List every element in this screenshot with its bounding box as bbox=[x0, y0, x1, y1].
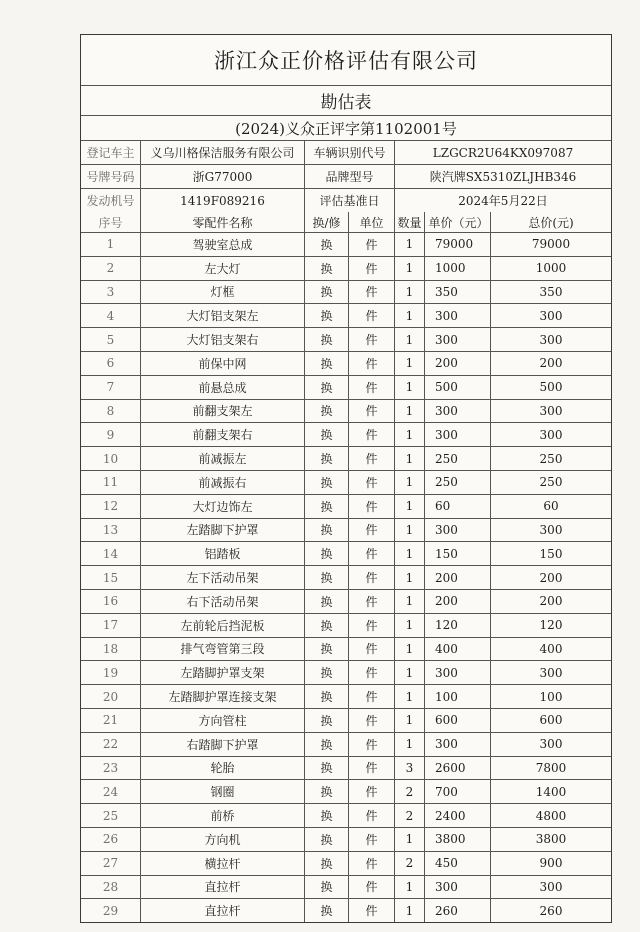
cell-no: 5 bbox=[81, 328, 141, 351]
table-row bbox=[81, 733, 611, 757]
cell-name: 前翻支架左 bbox=[141, 400, 305, 423]
cell-unit: 件 bbox=[349, 495, 395, 518]
cell-unit: 件 bbox=[349, 257, 395, 280]
cell-qty: 1 bbox=[395, 876, 425, 899]
cell-no: 27 bbox=[81, 852, 141, 875]
table-row bbox=[81, 328, 611, 352]
cell-total: 1000 bbox=[535, 261, 567, 276]
cell-op: 换 bbox=[305, 542, 349, 565]
cell-price: 120 bbox=[425, 614, 491, 637]
cell-unit: 件 bbox=[349, 400, 395, 423]
cell-op: 换 bbox=[305, 328, 349, 351]
info-label: 评估基准日 bbox=[305, 189, 395, 212]
cell-price: 260 bbox=[425, 899, 491, 922]
cell-qty: 2 bbox=[395, 780, 425, 803]
cell-op: 换 bbox=[305, 233, 349, 256]
table-row bbox=[81, 757, 611, 781]
cell-no: 17 bbox=[81, 614, 141, 637]
cell-qty: 1 bbox=[395, 376, 425, 399]
cell-qty: 1 bbox=[395, 304, 425, 327]
table-row bbox=[81, 709, 611, 733]
cell-name: 大灯铝支架左 bbox=[141, 304, 305, 327]
cell-qty: 1 bbox=[395, 638, 425, 661]
cell-qty: 1 bbox=[395, 495, 425, 518]
cell-total: 300 bbox=[539, 737, 563, 752]
cell-name: 驾驶室总成 bbox=[141, 233, 305, 256]
cell-qty: 1 bbox=[395, 281, 425, 304]
cell-no: 11 bbox=[81, 471, 141, 494]
cell-no: 1 bbox=[81, 233, 141, 256]
cell-no: 15 bbox=[81, 566, 141, 589]
cell-total: 7800 bbox=[535, 760, 567, 775]
cell-total: 200 bbox=[539, 570, 563, 585]
table-row bbox=[81, 638, 611, 662]
cell-no: 13 bbox=[81, 519, 141, 542]
cell-name: 左前轮后挡泥板 bbox=[141, 614, 305, 637]
cell-price: 700 bbox=[425, 780, 491, 803]
cell-price: 60 bbox=[425, 495, 491, 518]
cell-name: 左下活动吊架 bbox=[141, 566, 305, 589]
table-row bbox=[81, 876, 611, 900]
cell-no: 20 bbox=[81, 685, 141, 708]
cell-no: 26 bbox=[81, 828, 141, 851]
cell-unit: 件 bbox=[349, 757, 395, 780]
cell-total: 120 bbox=[539, 618, 563, 633]
cell-price: 2400 bbox=[425, 804, 491, 827]
table-row bbox=[81, 471, 611, 495]
cell-price: 250 bbox=[425, 471, 491, 494]
cell-no: 29 bbox=[81, 899, 141, 922]
cell-unit: 件 bbox=[349, 519, 395, 542]
cell-op: 换 bbox=[305, 471, 349, 494]
cell-name: 钢圈 bbox=[141, 780, 305, 803]
cell-unit: 件 bbox=[349, 661, 395, 684]
info-value: 陕汽牌SX5310ZLJHB346 bbox=[429, 170, 577, 184]
info-label: 登记车主 bbox=[81, 141, 141, 164]
cell-unit: 件 bbox=[349, 566, 395, 589]
cell-qty: 1 bbox=[395, 566, 425, 589]
cell-qty: 1 bbox=[395, 400, 425, 423]
cell-unit: 件 bbox=[349, 423, 395, 446]
cell-no: 2 bbox=[81, 257, 141, 280]
table-row bbox=[81, 542, 611, 566]
cell-op: 换 bbox=[305, 828, 349, 851]
cell-price: 79000 bbox=[425, 233, 491, 256]
table-row bbox=[81, 804, 611, 828]
cell-qty: 1 bbox=[395, 828, 425, 851]
table-row bbox=[81, 852, 611, 876]
cell-no: 12 bbox=[81, 495, 141, 518]
company-name: 浙江众正价格评估有限公司 bbox=[81, 35, 611, 86]
cell-unit: 件 bbox=[349, 685, 395, 708]
cell-total: 350 bbox=[539, 284, 563, 299]
cell-total: 100 bbox=[539, 689, 563, 704]
table-row bbox=[81, 685, 611, 709]
cell-no: 19 bbox=[81, 661, 141, 684]
cell-no: 25 bbox=[81, 804, 141, 827]
cell-no: 21 bbox=[81, 709, 141, 732]
cell-total: 200 bbox=[539, 594, 563, 609]
cell-price: 300 bbox=[425, 519, 491, 542]
cell-price: 200 bbox=[425, 352, 491, 375]
info-value: 义乌川格保洁服务有限公司 bbox=[141, 141, 305, 164]
cell-total: 300 bbox=[539, 308, 563, 323]
cell-unit: 件 bbox=[349, 352, 395, 375]
info-row bbox=[81, 165, 611, 189]
cell-price: 300 bbox=[425, 423, 491, 446]
cell-op: 换 bbox=[305, 899, 349, 922]
cell-total: 200 bbox=[539, 356, 563, 371]
cell-total: 3800 bbox=[535, 832, 567, 847]
cell-qty: 1 bbox=[395, 542, 425, 565]
table-row bbox=[81, 281, 611, 305]
cell-op: 换 bbox=[305, 304, 349, 327]
info-label: 号牌号码 bbox=[81, 165, 141, 188]
cell-unit: 件 bbox=[349, 804, 395, 827]
cell-total: 300 bbox=[539, 522, 563, 537]
table-row bbox=[81, 423, 611, 447]
cell-name: 方向管柱 bbox=[141, 709, 305, 732]
cell-qty: 1 bbox=[395, 590, 425, 613]
table-row bbox=[81, 447, 611, 471]
cell-qty: 1 bbox=[395, 519, 425, 542]
cell-unit: 件 bbox=[349, 852, 395, 875]
cell-no: 8 bbox=[81, 400, 141, 423]
cell-unit: 件 bbox=[349, 233, 395, 256]
cell-unit: 件 bbox=[349, 447, 395, 470]
info-label: 车辆识别代号 bbox=[305, 141, 395, 164]
cell-name: 右踏脚下护罩 bbox=[141, 733, 305, 756]
cell-op: 换 bbox=[305, 852, 349, 875]
cell-total: 400 bbox=[539, 641, 563, 656]
table-row bbox=[81, 304, 611, 328]
cell-name: 轮胎 bbox=[141, 757, 305, 780]
cell-price: 300 bbox=[425, 733, 491, 756]
cell-price: 300 bbox=[425, 328, 491, 351]
cell-price: 1000 bbox=[425, 257, 491, 280]
table-header bbox=[81, 212, 611, 233]
cell-price: 300 bbox=[425, 304, 491, 327]
table-row bbox=[81, 614, 611, 638]
col-no: 序号 bbox=[81, 212, 141, 232]
cell-price: 3800 bbox=[425, 828, 491, 851]
cell-op: 换 bbox=[305, 447, 349, 470]
cell-total: 300 bbox=[539, 427, 563, 442]
cell-name: 直拉杆 bbox=[141, 899, 305, 922]
cell-op: 换 bbox=[305, 281, 349, 304]
cell-total: 600 bbox=[539, 713, 563, 728]
cell-qty: 1 bbox=[395, 614, 425, 637]
cell-no: 3 bbox=[81, 281, 141, 304]
table-row bbox=[81, 519, 611, 543]
cell-op: 换 bbox=[305, 757, 349, 780]
cell-price: 200 bbox=[425, 590, 491, 613]
cell-no: 14 bbox=[81, 542, 141, 565]
col-op: 换/修 bbox=[305, 212, 349, 232]
cell-qty: 1 bbox=[395, 471, 425, 494]
cell-name: 前悬总成 bbox=[141, 376, 305, 399]
cell-unit: 件 bbox=[349, 638, 395, 661]
info-value: 浙G77000 bbox=[141, 165, 305, 188]
cell-unit: 件 bbox=[349, 709, 395, 732]
cell-unit: 件 bbox=[349, 471, 395, 494]
cell-op: 换 bbox=[305, 876, 349, 899]
cell-total: 60 bbox=[543, 499, 559, 514]
cell-op: 换 bbox=[305, 352, 349, 375]
cell-name: 方向机 bbox=[141, 828, 305, 851]
cell-unit: 件 bbox=[349, 328, 395, 351]
cell-price: 500 bbox=[425, 376, 491, 399]
cell-price: 2600 bbox=[425, 757, 491, 780]
cell-name: 右下活动吊架 bbox=[141, 590, 305, 613]
assessment-sheet bbox=[80, 34, 612, 923]
cell-total: 79000 bbox=[531, 237, 571, 252]
cell-name: 排气弯管第三段 bbox=[141, 638, 305, 661]
cell-name: 大灯铝支架右 bbox=[141, 328, 305, 351]
cell-price: 150 bbox=[425, 542, 491, 565]
cell-price: 200 bbox=[425, 566, 491, 589]
table-row bbox=[81, 495, 611, 519]
cell-qty: 1 bbox=[395, 733, 425, 756]
cell-name: 铝踏板 bbox=[141, 542, 305, 565]
cell-op: 换 bbox=[305, 614, 349, 637]
cell-unit: 件 bbox=[349, 542, 395, 565]
cell-unit: 件 bbox=[349, 304, 395, 327]
table-row bbox=[81, 257, 611, 281]
table-row bbox=[81, 352, 611, 376]
cell-op: 换 bbox=[305, 780, 349, 803]
cell-qty: 1 bbox=[395, 233, 425, 256]
cell-price: 450 bbox=[425, 852, 491, 875]
cell-op: 换 bbox=[305, 804, 349, 827]
cell-total: 150 bbox=[539, 546, 563, 561]
cell-qty: 1 bbox=[395, 352, 425, 375]
cell-op: 换 bbox=[305, 566, 349, 589]
cell-unit: 件 bbox=[349, 828, 395, 851]
info-row bbox=[81, 141, 611, 165]
cell-name: 灯框 bbox=[141, 281, 305, 304]
col-qty: 数量 bbox=[395, 212, 425, 232]
cell-name: 前减振左 bbox=[141, 447, 305, 470]
col-unit: 单位 bbox=[349, 212, 395, 232]
col-name: 零配件名称 bbox=[141, 212, 305, 232]
cell-name: 横拉杆 bbox=[141, 852, 305, 875]
cell-qty: 1 bbox=[395, 899, 425, 922]
cell-op: 换 bbox=[305, 685, 349, 708]
cell-name: 大灯边饰左 bbox=[141, 495, 305, 518]
cell-no: 10 bbox=[81, 447, 141, 470]
table-row bbox=[81, 661, 611, 685]
info-label: 发动机号 bbox=[81, 189, 141, 212]
cell-no: 22 bbox=[81, 733, 141, 756]
cell-total: 250 bbox=[539, 475, 563, 490]
cell-unit: 件 bbox=[349, 614, 395, 637]
cell-total: 260 bbox=[539, 903, 563, 918]
cell-no: 24 bbox=[81, 780, 141, 803]
cell-unit: 件 bbox=[349, 780, 395, 803]
cell-unit: 件 bbox=[349, 376, 395, 399]
cell-no: 23 bbox=[81, 757, 141, 780]
cell-name: 直拉杆 bbox=[141, 876, 305, 899]
cell-qty: 1 bbox=[395, 423, 425, 446]
cell-qty: 1 bbox=[395, 328, 425, 351]
cell-unit: 件 bbox=[349, 281, 395, 304]
cell-op: 换 bbox=[305, 376, 349, 399]
cell-name: 左大灯 bbox=[141, 257, 305, 280]
cell-op: 换 bbox=[305, 638, 349, 661]
cell-name: 前翻支架右 bbox=[141, 423, 305, 446]
cell-price: 100 bbox=[425, 685, 491, 708]
cell-qty: 3 bbox=[395, 757, 425, 780]
cell-unit: 件 bbox=[349, 733, 395, 756]
table-row bbox=[81, 233, 611, 257]
cell-no: 16 bbox=[81, 590, 141, 613]
table-row bbox=[81, 828, 611, 852]
table-row bbox=[81, 566, 611, 590]
info-value: 1419F089216 bbox=[141, 189, 305, 212]
cell-price: 400 bbox=[425, 638, 491, 661]
info-value: 2024年5月22日 bbox=[458, 194, 548, 208]
cell-total: 500 bbox=[539, 380, 563, 395]
vehicle-info bbox=[81, 141, 611, 212]
cell-qty: 1 bbox=[395, 447, 425, 470]
cell-no: 6 bbox=[81, 352, 141, 375]
table-row bbox=[81, 899, 611, 922]
cell-op: 换 bbox=[305, 400, 349, 423]
table-row bbox=[81, 376, 611, 400]
table-row bbox=[81, 780, 611, 804]
cell-name: 左踏脚护罩连接支架 bbox=[141, 685, 305, 708]
cell-qty: 1 bbox=[395, 661, 425, 684]
cell-no: 28 bbox=[81, 876, 141, 899]
cell-total: 300 bbox=[539, 665, 563, 680]
cell-price: 300 bbox=[425, 876, 491, 899]
cell-op: 换 bbox=[305, 495, 349, 518]
cell-no: 18 bbox=[81, 638, 141, 661]
cell-unit: 件 bbox=[349, 899, 395, 922]
cell-total: 1400 bbox=[535, 784, 567, 799]
cell-name: 左踏脚下护罩 bbox=[141, 519, 305, 542]
cell-op: 换 bbox=[305, 423, 349, 446]
cell-op: 换 bbox=[305, 257, 349, 280]
document-title: 勘估表 bbox=[81, 86, 611, 116]
cell-unit: 件 bbox=[349, 876, 395, 899]
info-value: LZGCR2U64KX097087 bbox=[432, 145, 574, 160]
cell-total: 300 bbox=[539, 332, 563, 347]
cell-price: 600 bbox=[425, 709, 491, 732]
cell-price: 300 bbox=[425, 661, 491, 684]
info-row bbox=[81, 189, 611, 212]
cell-name: 前保中网 bbox=[141, 352, 305, 375]
cell-op: 换 bbox=[305, 590, 349, 613]
cell-qty: 2 bbox=[395, 804, 425, 827]
cell-no: 4 bbox=[81, 304, 141, 327]
cell-op: 换 bbox=[305, 661, 349, 684]
cell-price: 250 bbox=[425, 447, 491, 470]
cell-name: 前减振右 bbox=[141, 471, 305, 494]
cell-price: 350 bbox=[425, 281, 491, 304]
cell-price: 300 bbox=[425, 400, 491, 423]
parts-table-body bbox=[81, 233, 611, 922]
col-total: 总价(元) bbox=[528, 215, 574, 230]
cell-name: 前桥 bbox=[141, 804, 305, 827]
cell-qty: 1 bbox=[395, 257, 425, 280]
cell-unit: 件 bbox=[349, 590, 395, 613]
cell-total: 300 bbox=[539, 879, 563, 894]
document-number: (2024)义众正评字第1102001号 bbox=[81, 116, 611, 141]
cell-no: 7 bbox=[81, 376, 141, 399]
cell-name: 左踏脚护罩支架 bbox=[141, 661, 305, 684]
table-row bbox=[81, 400, 611, 424]
cell-qty: 1 bbox=[395, 709, 425, 732]
cell-total: 250 bbox=[539, 451, 563, 466]
cell-total: 4800 bbox=[535, 808, 567, 823]
col-price: 单价（元） bbox=[425, 212, 491, 232]
cell-qty: 1 bbox=[395, 685, 425, 708]
cell-no: 9 bbox=[81, 423, 141, 446]
info-label: 品牌型号 bbox=[305, 165, 395, 188]
table-row bbox=[81, 590, 611, 614]
cell-op: 换 bbox=[305, 519, 349, 542]
cell-total: 900 bbox=[539, 856, 563, 871]
cell-qty: 2 bbox=[395, 852, 425, 875]
cell-op: 换 bbox=[305, 709, 349, 732]
cell-total: 300 bbox=[539, 403, 563, 418]
cell-op: 换 bbox=[305, 733, 349, 756]
